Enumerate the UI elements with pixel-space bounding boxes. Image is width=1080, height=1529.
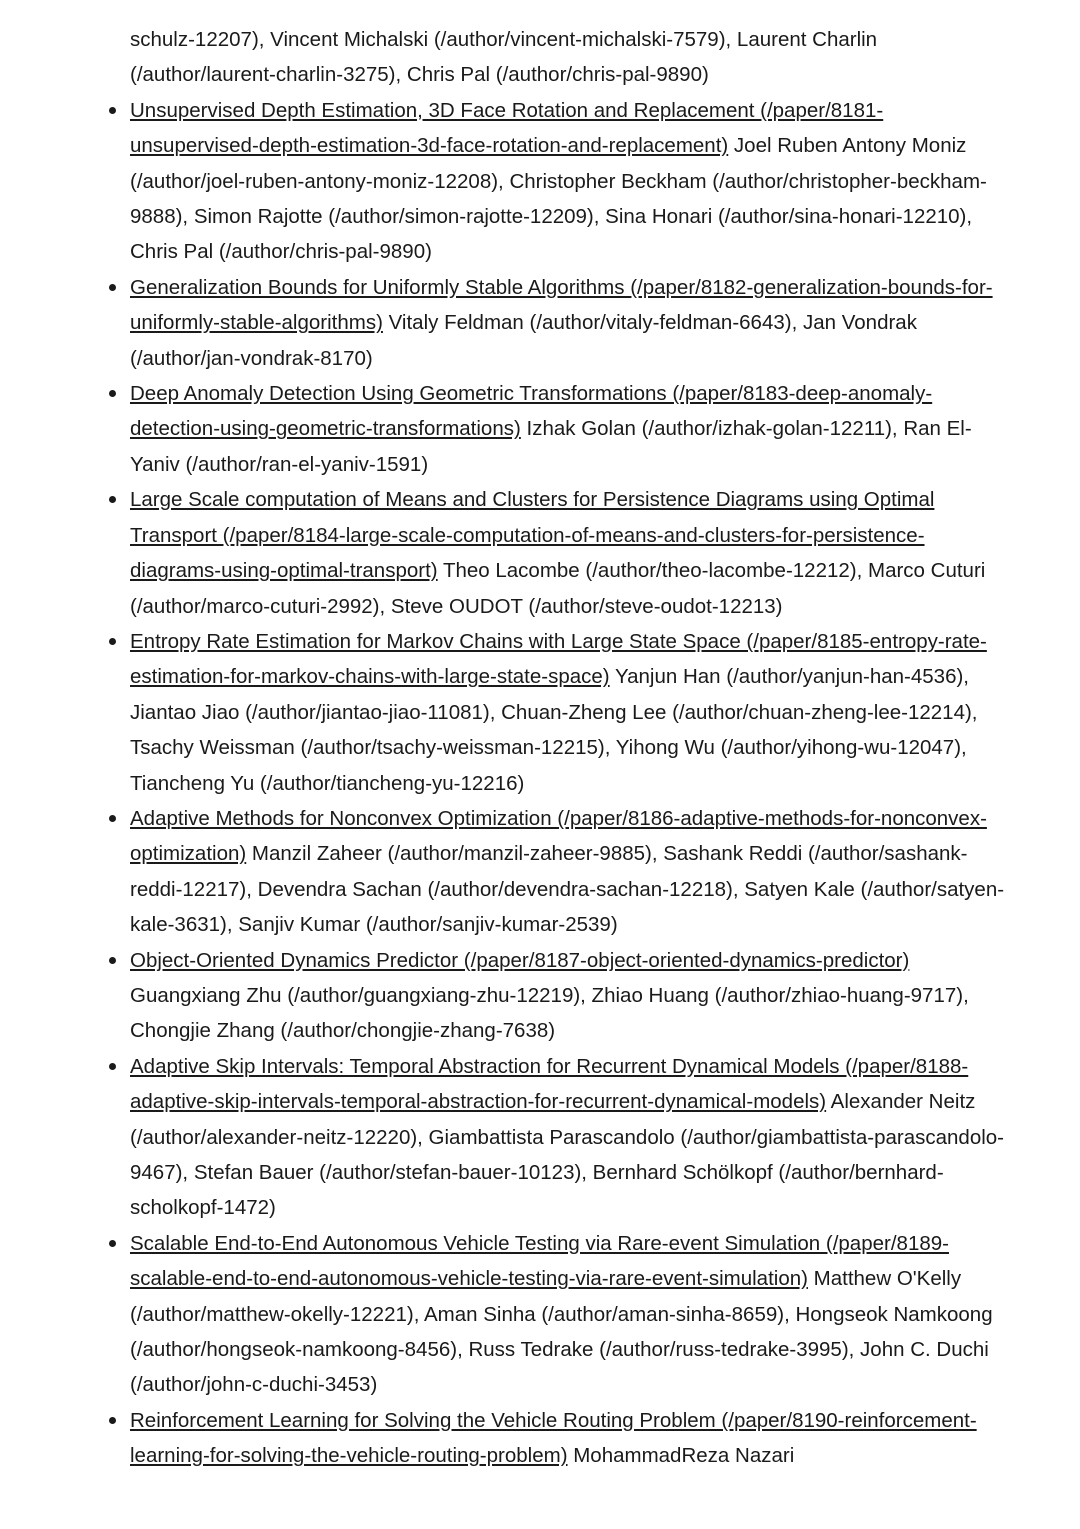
list-item (130, 801, 1010, 943)
list-item (130, 376, 1010, 482)
paper-link[interactable]: Object-Oriented Dynamics Predictor (/paper/8187-object-oriented-dynamics-predictor) (130, 948, 910, 972)
paper-link[interactable]: Scalable End-to-End Autonomous Vehicle Testing via Rare-event Simulation (/paper/8189-scalable-end-to-end-autonomous-vehicle-testing-via-rare-event-simulation) (130, 1231, 949, 1291)
author-list: Yanjun Han (/author/yanjun-han-4536), Jiantao Jiao (/author/jiantao-jiao-11081), Chuan-Zheng Lee (/author/chuan-zheng-lee-12214), Tsachy Weissman (/author/tsachy-weissman-12215), Yihong Wu (/author/yihong-wu-12047), Tiancheng Yu (/author/tiancheng-yu-12216) (130, 665, 978, 795)
author-list: Izhak Golan (/author/izhak-golan-12211), Ran El-Yaniv (/author/ran-el-yaniv-1591) (130, 417, 972, 476)
paper-link[interactable]: Adaptive Methods for Nonconvex Optimization (/paper/8186-adaptive-methods-for-nonconvex-optimization) (130, 806, 987, 866)
paper-list-page (0, 22, 1080, 1474)
list-item (130, 270, 1010, 376)
paper-link[interactable]: Reinforcement Learning for Solving the Vehicle Routing Problem (/paper/8190-reinforcement-learning-for-solving-the-vehicle-routing-problem) (130, 1408, 977, 1468)
paper-link[interactable]: Adaptive Skip Intervals: Temporal Abstraction for Recurrent Dynamical Models (/paper/8188-adaptive-skip-intervals-temporal-abstraction-for-recurrent-dynamical-models) (130, 1054, 969, 1114)
author-continuation-text: schulz-12207), Vincent Michalski (/author/vincent-michalski-7579), Laurent Charlin (/author/laurent-charlin-3275), Chris Pal (/author/chris-pal-9890) (130, 28, 878, 87)
list-item (130, 943, 1010, 1049)
paper-link[interactable]: Entropy Rate Estimation for Markov Chains with Large State Space (/paper/8185-entropy-rate-estimation-for-markov-chains-with-large-state-space) (130, 629, 987, 689)
list-item (130, 1226, 1010, 1403)
paper-link[interactable]: Large Scale computation of Means and Clusters for Persistence Diagrams using Optimal Transport (/paper/8184-large-scale-computation-of-means-and-clusters-for-persistence-diagrams-using-optimal-transport) (130, 488, 935, 583)
list-item (130, 1403, 1010, 1474)
author-list: Guangxiang Zhu (/author/guangxiang-zhu-12219), Zhiao Huang (/author/zhiao-huang-9717), Chongjie Zhang (/author/chongjie-zhang-7638) (130, 983, 969, 1043)
author-list: MohammadReza Nazari (567, 1444, 795, 1468)
list-item (130, 1049, 1010, 1226)
paper-link[interactable]: Generalization Bounds for Uniformly Stable Algorithms (/paper/8182-generalization-bounds-for-uniformly-stable-algorithms) (130, 275, 993, 335)
list-item (130, 93, 1010, 270)
author-list: Joel Ruben Antony Moniz (/author/joel-ruben-antony-moniz-12208), Christopher Beckham (/author/christopher-beckham-9888), Simon Rajotte (/author/simon-rajotte-12209), Sina Honari (/author/sina-honari-12210), Chris Pal (/author/chris-pal-9890) (130, 134, 987, 264)
paper-link[interactable]: Deep Anomaly Detection Using Geometric Transformations (/paper/8183-deep-anomaly-detection-using-geometric-transformations) (130, 382, 933, 441)
author-list: Vitaly Feldman (/author/vitaly-feldman-6643), Jan Vondrak (/author/jan-vondrak-8170) (130, 311, 917, 370)
list-item (130, 624, 1010, 801)
author-list: Matthew O'Kelly (/author/matthew-okelly-12221), Aman Sinha (/author/aman-sinha-8659), Hongseok Namkoong (/author/hongseok-namkoong-8456), Russ Tedrake (/author/russ-tedrake-3995), John C. Duchi (/author/john-c-duchi-3453) (130, 1267, 993, 1397)
author-list: Theo Lacombe (/author/theo-lacombe-12212), Marco Cuturi (/author/marco-cuturi-2992), Steve OUDOT (/author/steve-oudot-12213) (130, 559, 986, 618)
author-list: Manzil Zaheer (/author/manzil-zaheer-9885), Sashank Reddi (/author/sashank-reddi-12217), Devendra Sachan (/author/devendra-sachan-12218), Satyen Kale (/author/satyen-kale-3631), Sanjiv Kumar (/author/sanjiv-kumar-2539) (130, 842, 1005, 937)
paper-list (0, 93, 1080, 1474)
paper-link[interactable]: Unsupervised Depth Estimation, 3D Face Rotation and Replacement (/paper/8181-unsupervised-depth-estimation-3d-face-rotation-and-replacement) (130, 98, 884, 158)
author-list: Alexander Neitz (/author/alexander-neitz-12220), Giambattista Parascandolo (/author/giambattista-parascandolo-9467), Stefan Bauer (/author/stefan-bauer-10123), Bernhard Schölkopf (/author/bernhard-scholkopf-1472) (130, 1090, 1005, 1220)
list-item (130, 482, 1010, 624)
